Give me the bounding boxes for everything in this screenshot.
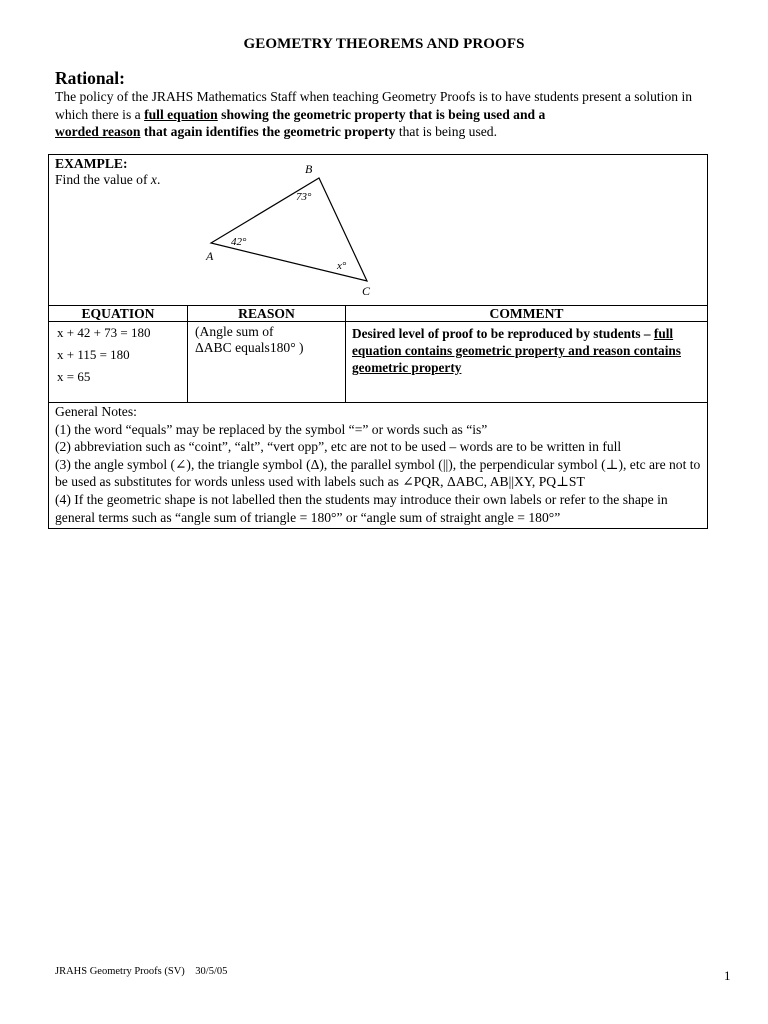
example-label: EXAMPLE: <box>55 156 128 171</box>
equation-line-3: x = 65 <box>57 369 91 384</box>
note-item-2: (2) abbreviation such as “coint”, “alt”, “vert opp”, etc are not to be used – words are to be written in full <box>55 439 622 455</box>
page-number: 1 <box>724 968 731 983</box>
example-cell <box>49 155 708 306</box>
comment-part-1: Desired level of proof to be reproduced by students – <box>352 326 654 341</box>
page-title: GEOMETRY THEOREMS AND PROOFS <box>243 36 525 52</box>
reason-line-1: (Angle sum of <box>195 324 274 339</box>
vertex-b-label: B <box>305 162 313 176</box>
rational-heading: Rational: <box>55 68 125 88</box>
equation-line-2: x + 115 = 180 <box>57 347 130 362</box>
rational-text-2: showing the geometric property that is being used and a <box>217 106 546 122</box>
vertex-a-label: A <box>206 249 214 263</box>
note-item-1: (1) the word “equals” may be replaced by the symbol “=” or words such as “is” <box>55 421 488 437</box>
notes-heading: General Notes: <box>55 404 137 419</box>
rational-text-4: that is being used. <box>395 124 497 139</box>
rational-text-3: that again identifies the geometric property <box>140 124 396 139</box>
angle-b-label: 73° <box>296 191 312 203</box>
triangle-diagram <box>49 155 708 305</box>
angle-c-label: x° <box>337 260 347 272</box>
rational-text-1: The policy of the JRAHS Mathematics Staff when teaching Geometry Proofs is to have students present a solution in which there is a <box>55 89 693 122</box>
proof-table <box>48 154 708 529</box>
equation-header: EQUATION <box>49 306 188 322</box>
vertex-c-label: C <box>362 284 371 298</box>
footer-left: JRAHS Geometry Proofs (SV) 30/5/05 <box>55 966 228 977</box>
reason-cell <box>188 322 346 403</box>
prompt-variable: x <box>150 172 157 187</box>
worded-reason-text: worded reason <box>55 124 141 139</box>
equation-line-1: x + 42 + 73 = 180 <box>57 325 151 340</box>
note-item-4: (4) If the geometric shape is not labelled then the students may introduce their own labels or refer to the shape in general terms such as “angle sum of triangle = 180°” or “angle sum of straight angle = 180°” <box>55 491 668 525</box>
prompt-prefix: Find the value of <box>55 172 151 187</box>
prompt-suffix: . <box>156 172 161 187</box>
angle-a-label: 42° <box>231 236 247 248</box>
note-item-3: (3) the angle symbol (∠), the triangle symbol (Δ), the parallel symbol (||), the perpendicular symbol (⊥), etc are not to be used as substitutes for words unless used with labels such as ∠PQR, ΔABC, AB||XY, PQ⊥ST <box>55 456 701 490</box>
rational-paragraph <box>55 88 725 141</box>
comment-header: COMMENT <box>346 306 708 322</box>
equation-cell <box>49 322 188 403</box>
full-equation-text: full equation <box>144 106 218 122</box>
general-notes-cell <box>49 403 708 529</box>
reason-header: REASON <box>188 306 346 322</box>
reason-line-2: ΔABC equals180° ) <box>195 340 304 355</box>
comment-cell <box>346 322 708 403</box>
comment-part-2: full equation contains geometric property and reason contains geometric property <box>352 326 681 375</box>
comment-text <box>352 325 707 376</box>
reason-text <box>195 324 345 356</box>
